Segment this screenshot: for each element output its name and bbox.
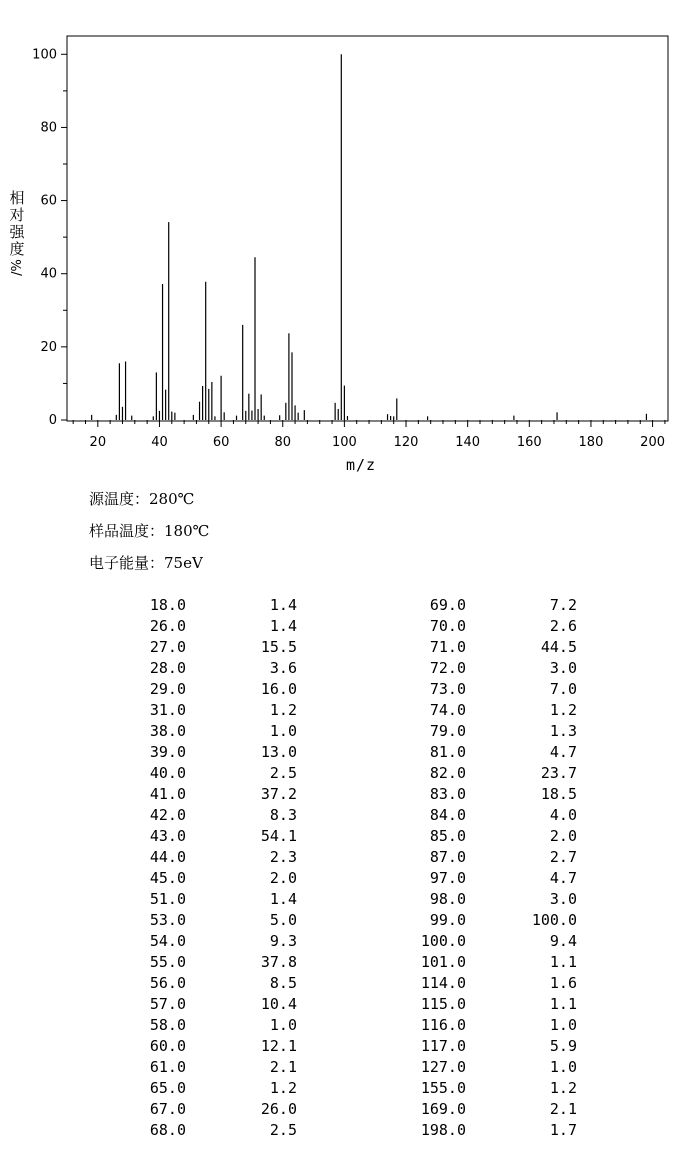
plot-frame (67, 36, 668, 421)
intensity-value: 54.1 (260, 827, 297, 845)
mz-value: 26.0 (149, 617, 186, 635)
intensity-value: 8.5 (269, 974, 297, 992)
condition-label: 样品温度： (89, 522, 165, 540)
mz-value: 67.0 (149, 1100, 186, 1118)
intensity-value: 1.4 (269, 890, 297, 908)
intensity-value: 16.0 (260, 680, 297, 698)
y-axis (32, 47, 67, 428)
x-tick-label: 180 (578, 435, 604, 450)
mz-value: 100.0 (420, 932, 466, 950)
intensity-value: 26.0 (260, 1100, 297, 1118)
mz-value: 98.0 (429, 890, 466, 908)
mz-value: 28.0 (149, 659, 186, 677)
y-axis-label-unit: /% (9, 259, 25, 276)
mz-value: 74.0 (429, 701, 466, 719)
mz-value: 29.0 (149, 680, 186, 698)
x-tick-label: 120 (393, 435, 419, 450)
mz-value: 55.0 (149, 953, 186, 971)
mz-value: 43.0 (149, 827, 186, 845)
mz-value: 169.0 (420, 1100, 466, 1118)
mz-value: 27.0 (149, 638, 186, 656)
intensity-value: 10.4 (260, 995, 297, 1013)
intensity-value: 1.2 (549, 1079, 577, 1097)
mz-value: 56.0 (149, 974, 186, 992)
mz-value: 85.0 (429, 827, 466, 845)
y-tick-label: 80 (40, 120, 57, 136)
intensity-value: 2.1 (269, 1058, 297, 1076)
table-row (0, 722, 696, 743)
table-row (0, 953, 696, 974)
intensity-value: 2.7 (549, 848, 577, 866)
mz-value: 70.0 (429, 617, 466, 635)
intensity-value: 3.0 (549, 659, 577, 677)
y-axis-label-char: 强 (9, 223, 25, 241)
table-row (0, 785, 696, 806)
condition-value: 75eV (164, 554, 203, 572)
intensity-value: 8.3 (269, 806, 297, 824)
intensity-value: 2.5 (269, 1121, 297, 1139)
table-row (0, 743, 696, 764)
spectrum-peaks (92, 54, 647, 420)
mz-value: 69.0 (429, 596, 466, 614)
intensity-value: 4.7 (549, 869, 577, 887)
intensity-value: 15.5 (260, 638, 297, 656)
table-row (0, 890, 696, 911)
intensity-value: 2.5 (269, 764, 297, 782)
mz-value: 127.0 (420, 1058, 466, 1076)
mz-value: 114.0 (420, 974, 466, 992)
y-tick-label: 0 (48, 413, 57, 428)
intensity-value: 100.0 (531, 911, 577, 929)
mz-value: 117.0 (420, 1037, 466, 1055)
mz-value: 101.0 (420, 953, 466, 971)
x-tick-label: 200 (640, 435, 666, 450)
y-tick-label: 40 (40, 266, 57, 282)
mz-value: 83.0 (429, 785, 466, 803)
mz-value: 72.0 (429, 659, 466, 677)
electron-energy (89, 552, 203, 573)
x-tick-label: 140 (455, 435, 481, 450)
y-axis-label (8, 190, 26, 276)
intensity-value: 5.0 (269, 911, 297, 929)
intensity-value: 1.1 (549, 953, 577, 971)
table-row (0, 848, 696, 869)
intensity-value: 3.6 (269, 659, 297, 677)
mz-value: 79.0 (429, 722, 466, 740)
intensity-value: 12.1 (260, 1037, 297, 1055)
intensity-value: 18.5 (540, 785, 577, 803)
x-axis (73, 420, 665, 450)
table-row (0, 806, 696, 827)
mz-value: 97.0 (429, 869, 466, 887)
table-row (0, 764, 696, 785)
intensity-value: 5.9 (549, 1037, 577, 1055)
mz-value: 68.0 (149, 1121, 186, 1139)
mz-value: 99.0 (429, 911, 466, 929)
intensity-value: 9.4 (549, 932, 577, 950)
y-tick-label: 100 (32, 47, 57, 63)
mass-spectrum-chart (0, 0, 696, 480)
intensity-value: 23.7 (540, 764, 577, 782)
mz-value: 51.0 (149, 890, 186, 908)
mz-value: 61.0 (149, 1058, 186, 1076)
mz-value: 155.0 (420, 1079, 466, 1097)
mz-value: 57.0 (149, 995, 186, 1013)
mz-value: 58.0 (149, 1016, 186, 1034)
mz-value: 31.0 (149, 701, 186, 719)
y-tick-label: 60 (40, 193, 57, 209)
mz-value: 71.0 (429, 638, 466, 656)
table-row (0, 932, 696, 953)
mz-value: 39.0 (149, 743, 186, 761)
mz-value: 38.0 (149, 722, 186, 740)
sample-temperature (89, 520, 209, 541)
intensity-value: 2.0 (549, 827, 577, 845)
intensity-value: 2.6 (549, 617, 577, 635)
intensity-value: 7.0 (549, 680, 577, 698)
y-axis-label-char: 相 (9, 189, 25, 207)
x-tick-label: 80 (274, 435, 292, 450)
table-row (0, 680, 696, 701)
table-row (0, 659, 696, 680)
x-tick-label: 60 (212, 435, 230, 450)
table-row (0, 638, 696, 659)
condition-value: 180℃ (164, 522, 210, 540)
table-row (0, 1037, 696, 1058)
table-row (0, 1058, 696, 1079)
table-row (0, 869, 696, 890)
intensity-value: 4.0 (549, 806, 577, 824)
intensity-value: 4.7 (549, 743, 577, 761)
table-row (0, 911, 696, 932)
intensity-value: 13.0 (260, 743, 297, 761)
mz-value: 18.0 (149, 596, 186, 614)
y-axis-label-char: 度 (9, 240, 25, 258)
mz-value: 54.0 (149, 932, 186, 950)
intensity-value: 1.0 (549, 1016, 577, 1034)
x-tick-label: 160 (516, 435, 542, 450)
mz-value: 60.0 (149, 1037, 186, 1055)
mz-value: 116.0 (420, 1016, 466, 1034)
table-row (0, 995, 696, 1016)
mz-value: 65.0 (149, 1079, 186, 1097)
x-tick-label: 40 (151, 435, 168, 450)
mz-value: 73.0 (429, 680, 466, 698)
intensity-value: 7.2 (549, 596, 577, 614)
intensity-value: 1.1 (549, 995, 577, 1013)
intensity-value: 1.2 (269, 701, 297, 719)
y-axis-label-char: 对 (9, 206, 25, 224)
table-row (0, 1016, 696, 1037)
mz-value: 81.0 (429, 743, 466, 761)
intensity-value: 1.7 (549, 1121, 577, 1139)
peak-table (0, 596, 696, 1142)
table-row (0, 596, 696, 617)
intensity-value: 2.3 (269, 848, 297, 866)
x-tick-label: 20 (89, 435, 107, 450)
intensity-value: 1.0 (269, 1016, 297, 1034)
table-row (0, 974, 696, 995)
intensity-value: 3.0 (549, 890, 577, 908)
intensity-value: 1.4 (269, 617, 297, 635)
intensity-value: 1.2 (549, 701, 577, 719)
source-temperature (89, 488, 194, 509)
table-row (0, 1079, 696, 1100)
intensity-value: 1.0 (549, 1058, 577, 1076)
intensity-value: 1.6 (549, 974, 577, 992)
mz-value: 44.0 (149, 848, 186, 866)
condition-value: 280℃ (149, 490, 195, 508)
mz-value: 87.0 (429, 848, 466, 866)
mz-value: 42.0 (149, 806, 186, 824)
mz-value: 41.0 (149, 785, 186, 803)
intensity-value: 1.3 (549, 722, 577, 740)
intensity-value: 1.0 (269, 722, 297, 740)
table-row (0, 701, 696, 722)
mz-value: 115.0 (420, 995, 466, 1013)
table-row (0, 1121, 696, 1142)
intensity-value: 2.0 (269, 869, 297, 887)
mz-value: 45.0 (149, 869, 186, 887)
intensity-value: 1.4 (269, 596, 297, 614)
y-tick-label: 20 (40, 339, 57, 355)
mz-value: 82.0 (429, 764, 466, 782)
intensity-value: 9.3 (269, 932, 297, 950)
table-row (0, 827, 696, 848)
mz-value: 53.0 (149, 911, 186, 929)
condition-label: 源温度： (89, 490, 150, 508)
table-row (0, 1100, 696, 1121)
intensity-value: 37.2 (260, 785, 297, 803)
intensity-value: 44.5 (540, 638, 577, 656)
table-row (0, 617, 696, 638)
condition-label: 电子能量： (89, 554, 165, 572)
intensity-value: 2.1 (549, 1100, 577, 1118)
x-axis-label: m/z (346, 456, 377, 474)
intensity-value: 37.8 (260, 953, 297, 971)
x-tick-label: 100 (331, 435, 357, 450)
mz-value: 40.0 (149, 764, 186, 782)
intensity-value: 1.2 (269, 1079, 297, 1097)
mz-value: 84.0 (429, 806, 466, 824)
mz-value: 198.0 (420, 1121, 466, 1139)
